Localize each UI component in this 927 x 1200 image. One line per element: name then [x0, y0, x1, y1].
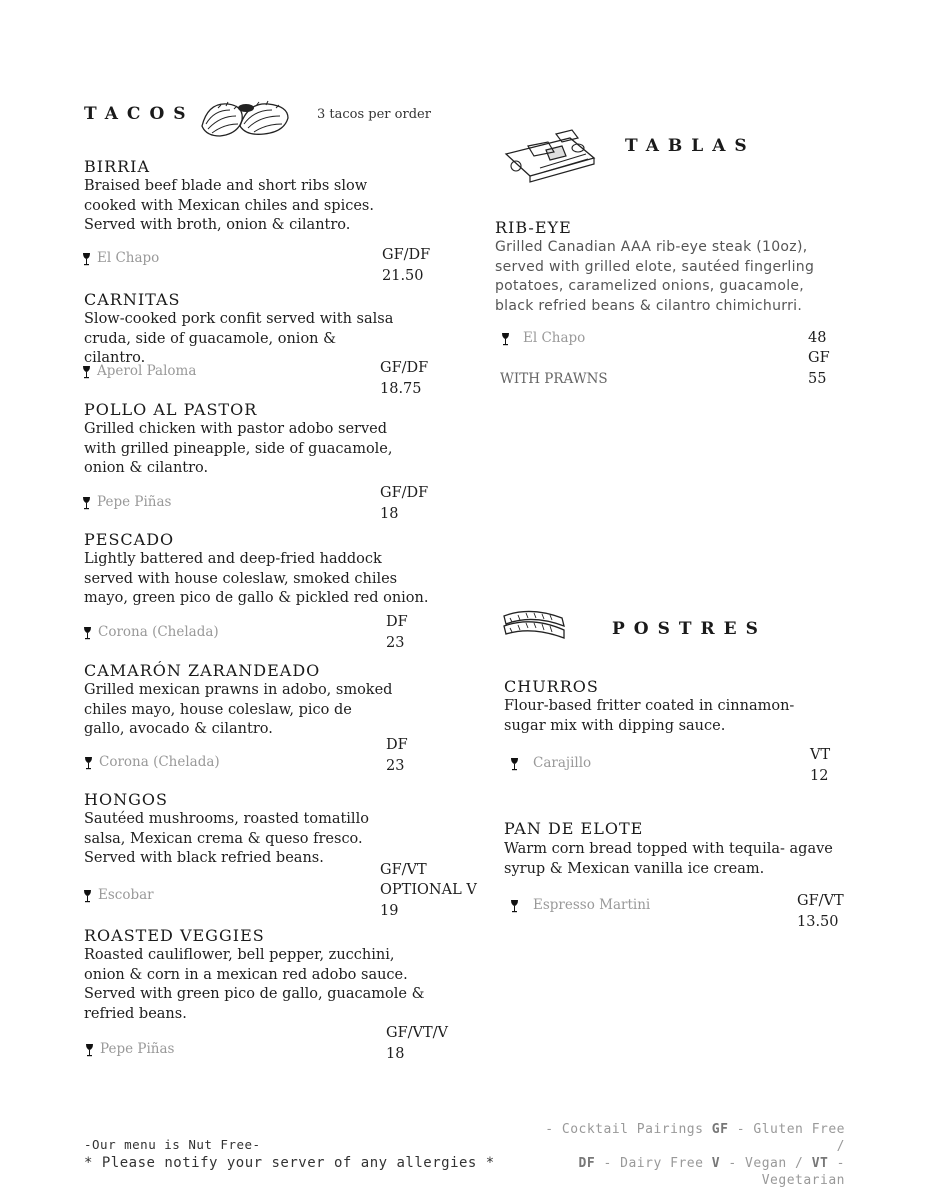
wine-glass-icon	[84, 756, 93, 770]
cocktail-pairing-name: Escobar	[98, 887, 154, 903]
wine-glass-icon	[510, 757, 519, 771]
item-price: 23	[386, 758, 405, 774]
dietary-tags: GF/VT	[797, 893, 844, 909]
wine-glass-icon	[82, 365, 91, 379]
wine-glass-icon	[501, 332, 510, 346]
item-price: 13.50	[797, 914, 839, 930]
dietary-tags: GF/DF	[380, 360, 429, 376]
menu-item-description: Roasted cauliflower, bell pepper, zucchini, onion & corn in a mexican red adobo sauce. Served with green pico de gallo, guacamole & refried beans.	[84, 947, 425, 1022]
dietary-tags: GF/VT/V	[386, 1025, 449, 1041]
dietary-legend	[545, 1121, 845, 1189]
menu-item-name: BIRRIA	[84, 157, 151, 176]
addon-price: 55	[808, 371, 827, 387]
item-price: 21.50	[382, 268, 424, 284]
item-price: 18	[380, 506, 399, 522]
cocktail-pairing-name: Espresso Martini	[533, 897, 651, 913]
wine-glass-icon	[510, 899, 519, 913]
legend-text: -	[836, 1156, 845, 1171]
dietary-tags: VT	[810, 747, 831, 763]
cocktail-pairing-name: El Chapo	[523, 330, 586, 346]
dietary-tags: GF/DF	[380, 485, 429, 501]
wine-glass-icon	[82, 252, 91, 266]
menu-item-name: CHURROS	[504, 677, 599, 696]
cocktail-pairing-name: Carajillo	[533, 755, 592, 771]
nut-free-note: -Our menu is Nut Free-	[84, 1137, 261, 1152]
cocktail-pairing	[82, 494, 171, 510]
cocktail-pairing	[85, 1041, 174, 1057]
dietary-tags-optional: OPTIONAL V	[380, 882, 477, 898]
wine-glass-icon	[83, 626, 92, 640]
menu-item-description: Slow-cooked pork confit served with salsa cruda, side of guacamole, onion & cilantro.	[84, 311, 394, 366]
dietary-tags: DF	[386, 737, 408, 753]
legend-text: - Cocktail Pairings	[545, 1122, 704, 1137]
tablas-illustration-icon	[500, 124, 600, 186]
tacos-illustration-icon	[198, 96, 294, 142]
legend-text: - Gluten Free /	[736, 1122, 845, 1154]
cocktail-pairing	[510, 897, 650, 913]
churros-illustration-icon	[500, 604, 570, 644]
legend-code: GF	[711, 1122, 729, 1137]
item-price: 19	[380, 903, 399, 919]
menu-item-name: CARNITAS	[84, 290, 181, 309]
wine-glass-icon	[82, 496, 91, 510]
menu-item-name: RIB-EYE	[495, 218, 572, 237]
cocktail-pairing-name: Corona (Chelada)	[99, 754, 220, 770]
menu-item-description: Grilled Canadian AAA rib-eye steak (10oz), served with grilled elote, sautéed fingerling potatoes, caramelized onions, guacamole, black refried beans & cilantro chimichurri.	[495, 239, 815, 314]
item-price: 23	[386, 635, 405, 651]
cocktail-pairing	[82, 250, 159, 266]
legend-code: DF	[578, 1156, 596, 1171]
menu-item-description: Braised beef blade and short ribs slow cooked with Mexican chiles and spices. Served with broth, onion & cilantro.	[84, 178, 374, 233]
cocktail-pairing	[510, 755, 591, 771]
cocktail-pairing	[501, 330, 585, 346]
tacos-section-title: TACOS	[84, 104, 195, 124]
cocktail-pairing	[83, 624, 219, 640]
menu-item-name: POLLO AL PASTOR	[84, 400, 258, 419]
menu-item-name: PESCADO	[84, 530, 175, 549]
menu-item-name: ROASTED VEGGIES	[84, 926, 265, 945]
menu-item-name: CAMARÓN ZARANDEADO	[84, 661, 321, 680]
wine-glass-icon	[83, 889, 92, 903]
legend-text: - Dairy Free	[603, 1156, 704, 1171]
legend-code: V	[711, 1156, 721, 1171]
legend-text: - Vegan /	[728, 1156, 804, 1171]
dietary-tags: GF/DF	[382, 247, 431, 263]
wine-glass-icon	[85, 1043, 94, 1057]
item-price: 18.75	[380, 381, 422, 397]
menu-item-name: HONGOS	[84, 790, 168, 809]
cocktail-pairing	[83, 887, 154, 903]
menu-item-description: Sautéed mushrooms, roasted tomatillo salsa, Mexican crema & queso fresco. Served with black refried beans.	[84, 811, 369, 866]
menu-item-description: Flour-based fritter coated in cinnamon-sugar mix with dipping sauce.	[504, 698, 795, 734]
dietary-tags: GF/VT	[380, 862, 427, 878]
menu-item-description: Lightly battered and deep-fried haddock served with house coleslaw, smoked chiles mayo, green pico de gallo & pickled red onion.	[84, 551, 429, 606]
cocktail-pairing	[82, 363, 196, 379]
menu-item-description: Grilled chicken with pastor adobo served with grilled pineapple, side of guacamole, onion & cilantro.	[84, 421, 393, 476]
tablas-section-title: TABLAS	[625, 136, 756, 156]
menu-item-description: Grilled mexican prawns in adobo, smoked chiles mayo, house coleslaw, pico de gallo, avocado & cilantro.	[84, 682, 393, 737]
cocktail-pairing-name: Corona (Chelada)	[98, 624, 219, 640]
item-price: 12	[810, 768, 829, 784]
tacos-note: 3 tacos per order	[317, 107, 431, 122]
addon-label: WITH PRAWNS	[500, 371, 608, 387]
legend-code: VT	[811, 1156, 829, 1171]
item-price: 18	[386, 1046, 405, 1062]
menu-item-name: PAN DE ELOTE	[504, 819, 644, 838]
item-price: 48	[808, 330, 827, 346]
postres-section-title: POSTRES	[612, 619, 767, 639]
cocktail-pairing-name: Pepe Piñas	[97, 494, 172, 510]
legend-text: Vegetarian	[761, 1173, 845, 1188]
cocktail-pairing	[84, 754, 220, 770]
dietary-tags: GF	[808, 350, 830, 366]
cocktail-pairing-name: Aperol Paloma	[97, 363, 197, 379]
dietary-tags: DF	[386, 614, 408, 630]
cocktail-pairing-name: Pepe Piñas	[100, 1041, 175, 1057]
allergy-note: * Please notify your server of any allergies *	[84, 1155, 495, 1171]
cocktail-pairing-name: El Chapo	[97, 250, 160, 266]
menu-item-description: Warm corn bread topped with tequila- agave syrup & Mexican vanilla ice cream.	[504, 841, 833, 877]
